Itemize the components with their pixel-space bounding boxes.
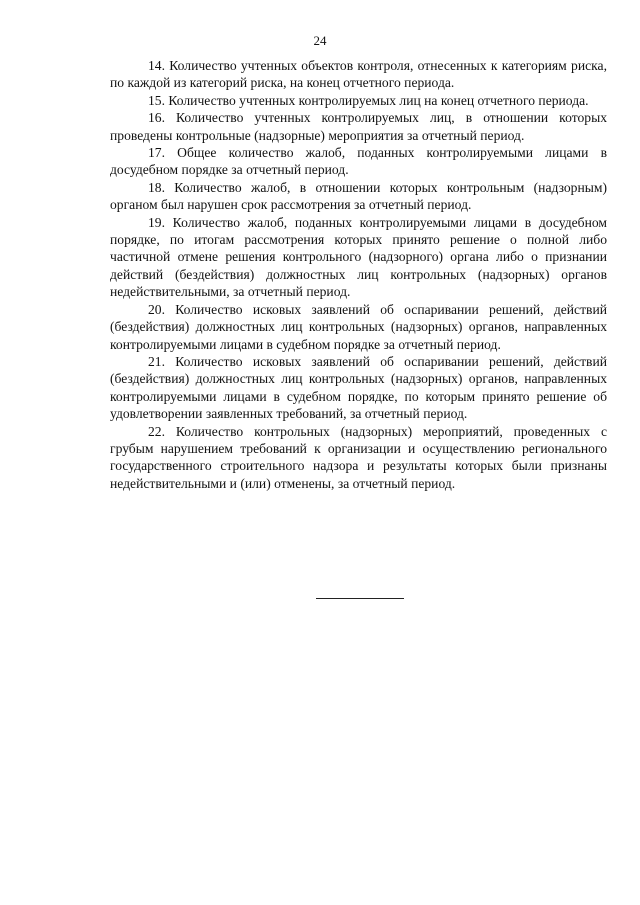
paragraph-20: 20. Количество исковых заявлений об оспаривании решений, действий (бездействия) должностных лиц контрольных (надзорных) органов, направленных контролируемыми лицами в судебном порядке за отчетный период.	[110, 301, 607, 352]
paragraph-18: 18. Количество жалоб, в отношении которых контрольным (надзорным) органом был нарушен срок рассмотрения за отчетный период.	[110, 179, 607, 213]
paragraph-19: 19. Количество жалоб, поданных контролируемыми лицами в досудебном порядке, по итогам рассмотрения которых принято решение о полной либо частичной отмене решения контрольного (надзорного) органа либо о признании действий (бездействия) должностных лиц контрольных (надзорных) органов недействительными, за отчетный период.	[110, 214, 607, 300]
paragraph-16: 16. Количество учтенных контролируемых лиц, в отношении которых проведены контрольные (надзорные) мероприятия за отчетный период.	[110, 110, 607, 143]
paragraph-22: 22. Количество контрольных (надзорных) мероприятий, проведенных с грубым нарушением требований к организации и осуществлению регионального государственного строительного надзора и результаты которых были признаны недействительными и (или) отменены, за отчетный период.	[110, 423, 607, 491]
paragraph-21: 21. Количество исковых заявлений об оспаривании решений, действий (бездействия) должностных лиц контрольных (надзорных) органов, направленных контролируемыми лицами в судебном порядке, по которым принято решение об удовлетворении заявленных требований, за отчетный период.	[110, 353, 607, 422]
paragraph-15: 15. Количество учтенных контролируемых лиц на конец отчетного периода.	[148, 92, 589, 108]
page-number: 24	[313, 33, 327, 48]
document-body	[110, 57, 607, 492]
paragraph-17: 17. Общее количество жалоб, поданных контролируемыми лицами в досудебном порядке за отчетный период.	[110, 145, 607, 178]
end-separator-line	[316, 598, 404, 599]
paragraph-14: 14. Количество учтенных объектов контроля, отнесенных к категориям риска, по каждой из категорий риска, на конец отчетного периода.	[110, 58, 607, 91]
